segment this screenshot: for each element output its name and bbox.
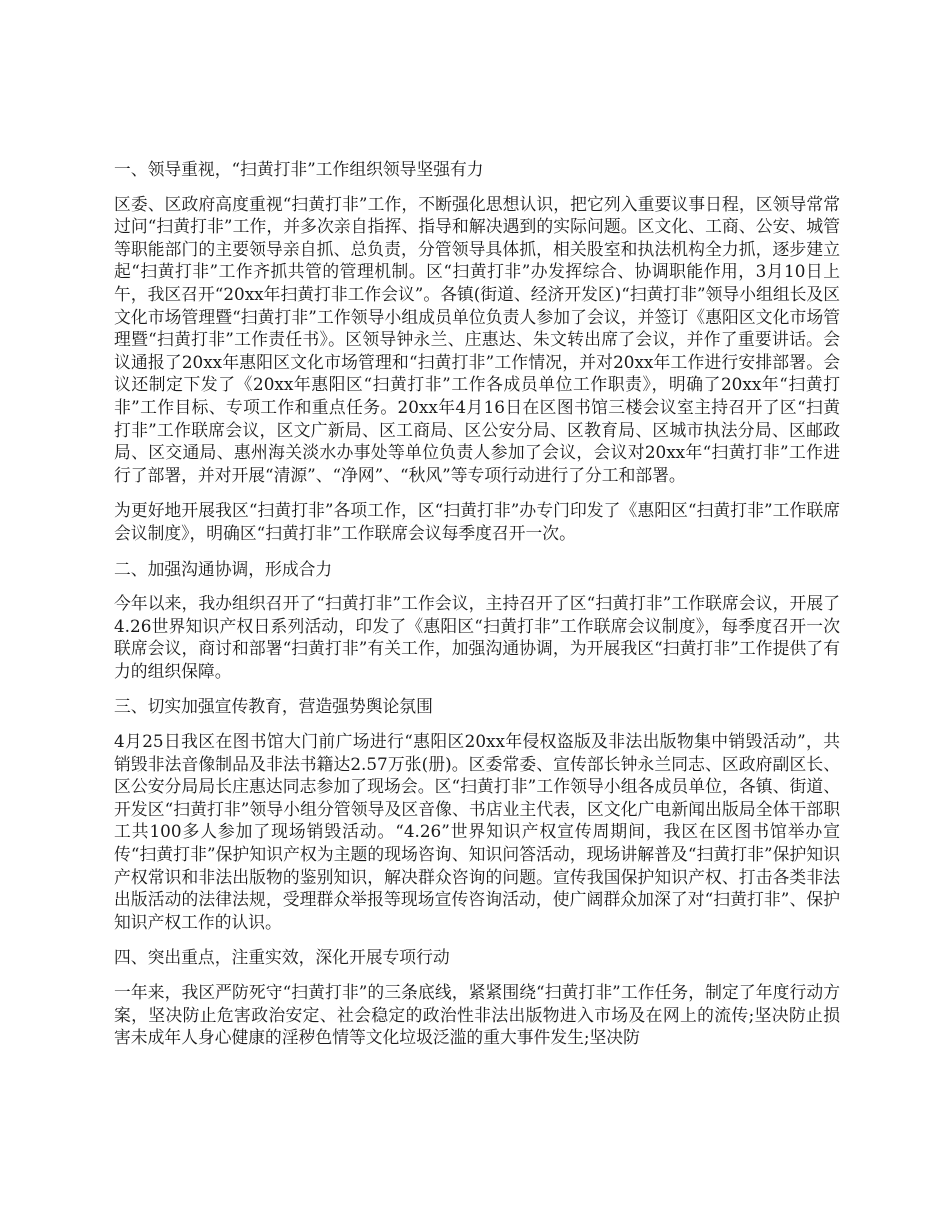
section-heading-3: 三、切实加强宣传教育，营造强势舆论氛围 [114, 696, 433, 717]
section-heading-2: 二、加强沟通协调，形成合力 [114, 558, 333, 579]
body-paragraph: 一年来，我区严防死守“扫黄打非”的三条底线，紧紧围绕“扫黄打非”工作任务，制定了年度行动方案，坚决防止危害政治安定、社会稳定的政治性非法出版物进入市场及在网上的流传;坚决防止损害未成年人身心健康的淫秽色情等文化垃圾泛滥的重大事件发生;坚决防 [114, 982, 840, 1048]
document-body [114, 158, 840, 1062]
section-heading-4: 四、突出重点，注重实效，深化开展专项行动 [114, 947, 450, 968]
section-heading-1: 一、领导重视，“扫黄打非”工作组织领导坚强有力 [114, 159, 484, 179]
body-paragraph: 4月25日我区在图书馆大门前广场进行“惠阳区20xx年侵权盗版及非法出版物集中销毁活动”，共销毁非法音像制品及非法书籍达2.57万张(册)。区委常委、宣传部长钟永兰同志、区政府副区长、区公安分局局长庄惠达同志参加了现场会。区“扫黄打非”工作领导小组各成员单位，各镇、街道、开发区“扫黄打非”领导小组分管领导及区音像、书店业主代表，区文化广电新闻出版局全体干部职工共100多人参加了现场销毁活动。“4.26”世界知识产权宣传周期间，我区在区图书馆举办宣传“扫黄打非”保护知识产权为主题的现场咨询、知识问答活动，现场讲解普及“扫黄打非”保护知识产权常识和非法出版物的鉴别知识，解决群众咨询的问题。宣传我国保护知识产权、打击各类非法出版活动的法律法规，受理群众举报等现场宣传咨询活动，使广阔群众加深了对“扫黄打非”、保护知识产权工作的认识。 [114, 731, 840, 932]
body-paragraph: 为更好地开展我区“扫黄打非”各项工作，区“扫黄打非”办专门印发了《惠阳区“扫黄打非”工作联席会议制度》，明确区“扫黄打非”工作联席会议每季度召开一次。 [114, 500, 840, 543]
body-paragraph: 今年以来，我办组织召开了“扫黄打非”工作会议，主持召开了区“扫黄打非”工作联席会议，开展了4.26世界知识产权日系列活动，印发了《惠阳区“扫黄打非”工作联席会议制度》，每季度召开一次联席会议，商讨和部署“扫黄打非”有关工作，加强沟通协调，为开展我区“扫黄打非”工作提供了有力的组织保障。 [114, 593, 840, 681]
body-paragraph: 区委、区政府高度重视“扫黄打非”工作，不断强化思想认识，把它列入重要议事日程，区领导常常过问“扫黄打非”工作，并多次亲自指挥、指导和解决遇到的实际问题。区文化、工商、公安、城管等职能部门的主要领导亲自抓、总负责，分管领导具体抓，相关股室和执法机构全力抓，逐步建立起“扫黄打非”工作齐抓共管的管理机制。区“扫黄打非”办发挥综合、协调职能作用，3月10日上午，我区召开“20xx年扫黄打非工作会议”。各镇(街道、经济开发区)“扫黄打非”领导小组组长及区文化市场管理暨“扫黄打非”工作领导小组成员单位负责人参加了会议，并签订《惠阳区文化市场管理暨“扫黄打非”工作责任书》。区领导钟永兰、庄惠达、朱文转出席了会议，并作了重要讲话。会议通报了20xx年惠阳区文化市场管理和“扫黄打非”工作情况，并对20xx年工作进行安排部署。会议还制定下发了《20xx年惠阳区“扫黄打非”工作各成员单位工作职责》，明确了20xx年“扫黄打非”工作目标、专项工作和重点任务。20xx年4月16日在区图书馆三楼会议室主持召开了区“扫黄打非”工作联席会议，区文广新局、区工商局、区公安分局、区教育局、区城市执法分局、区邮政局、区交通局、惠州海关淡水办事处等单位负责人参加了会议，会议对20xx年“扫黄打非”工作进行了部署，并对开展“清源”、“净网”、“秋风”等专项行动进行了分工和部署。 [114, 193, 840, 485]
